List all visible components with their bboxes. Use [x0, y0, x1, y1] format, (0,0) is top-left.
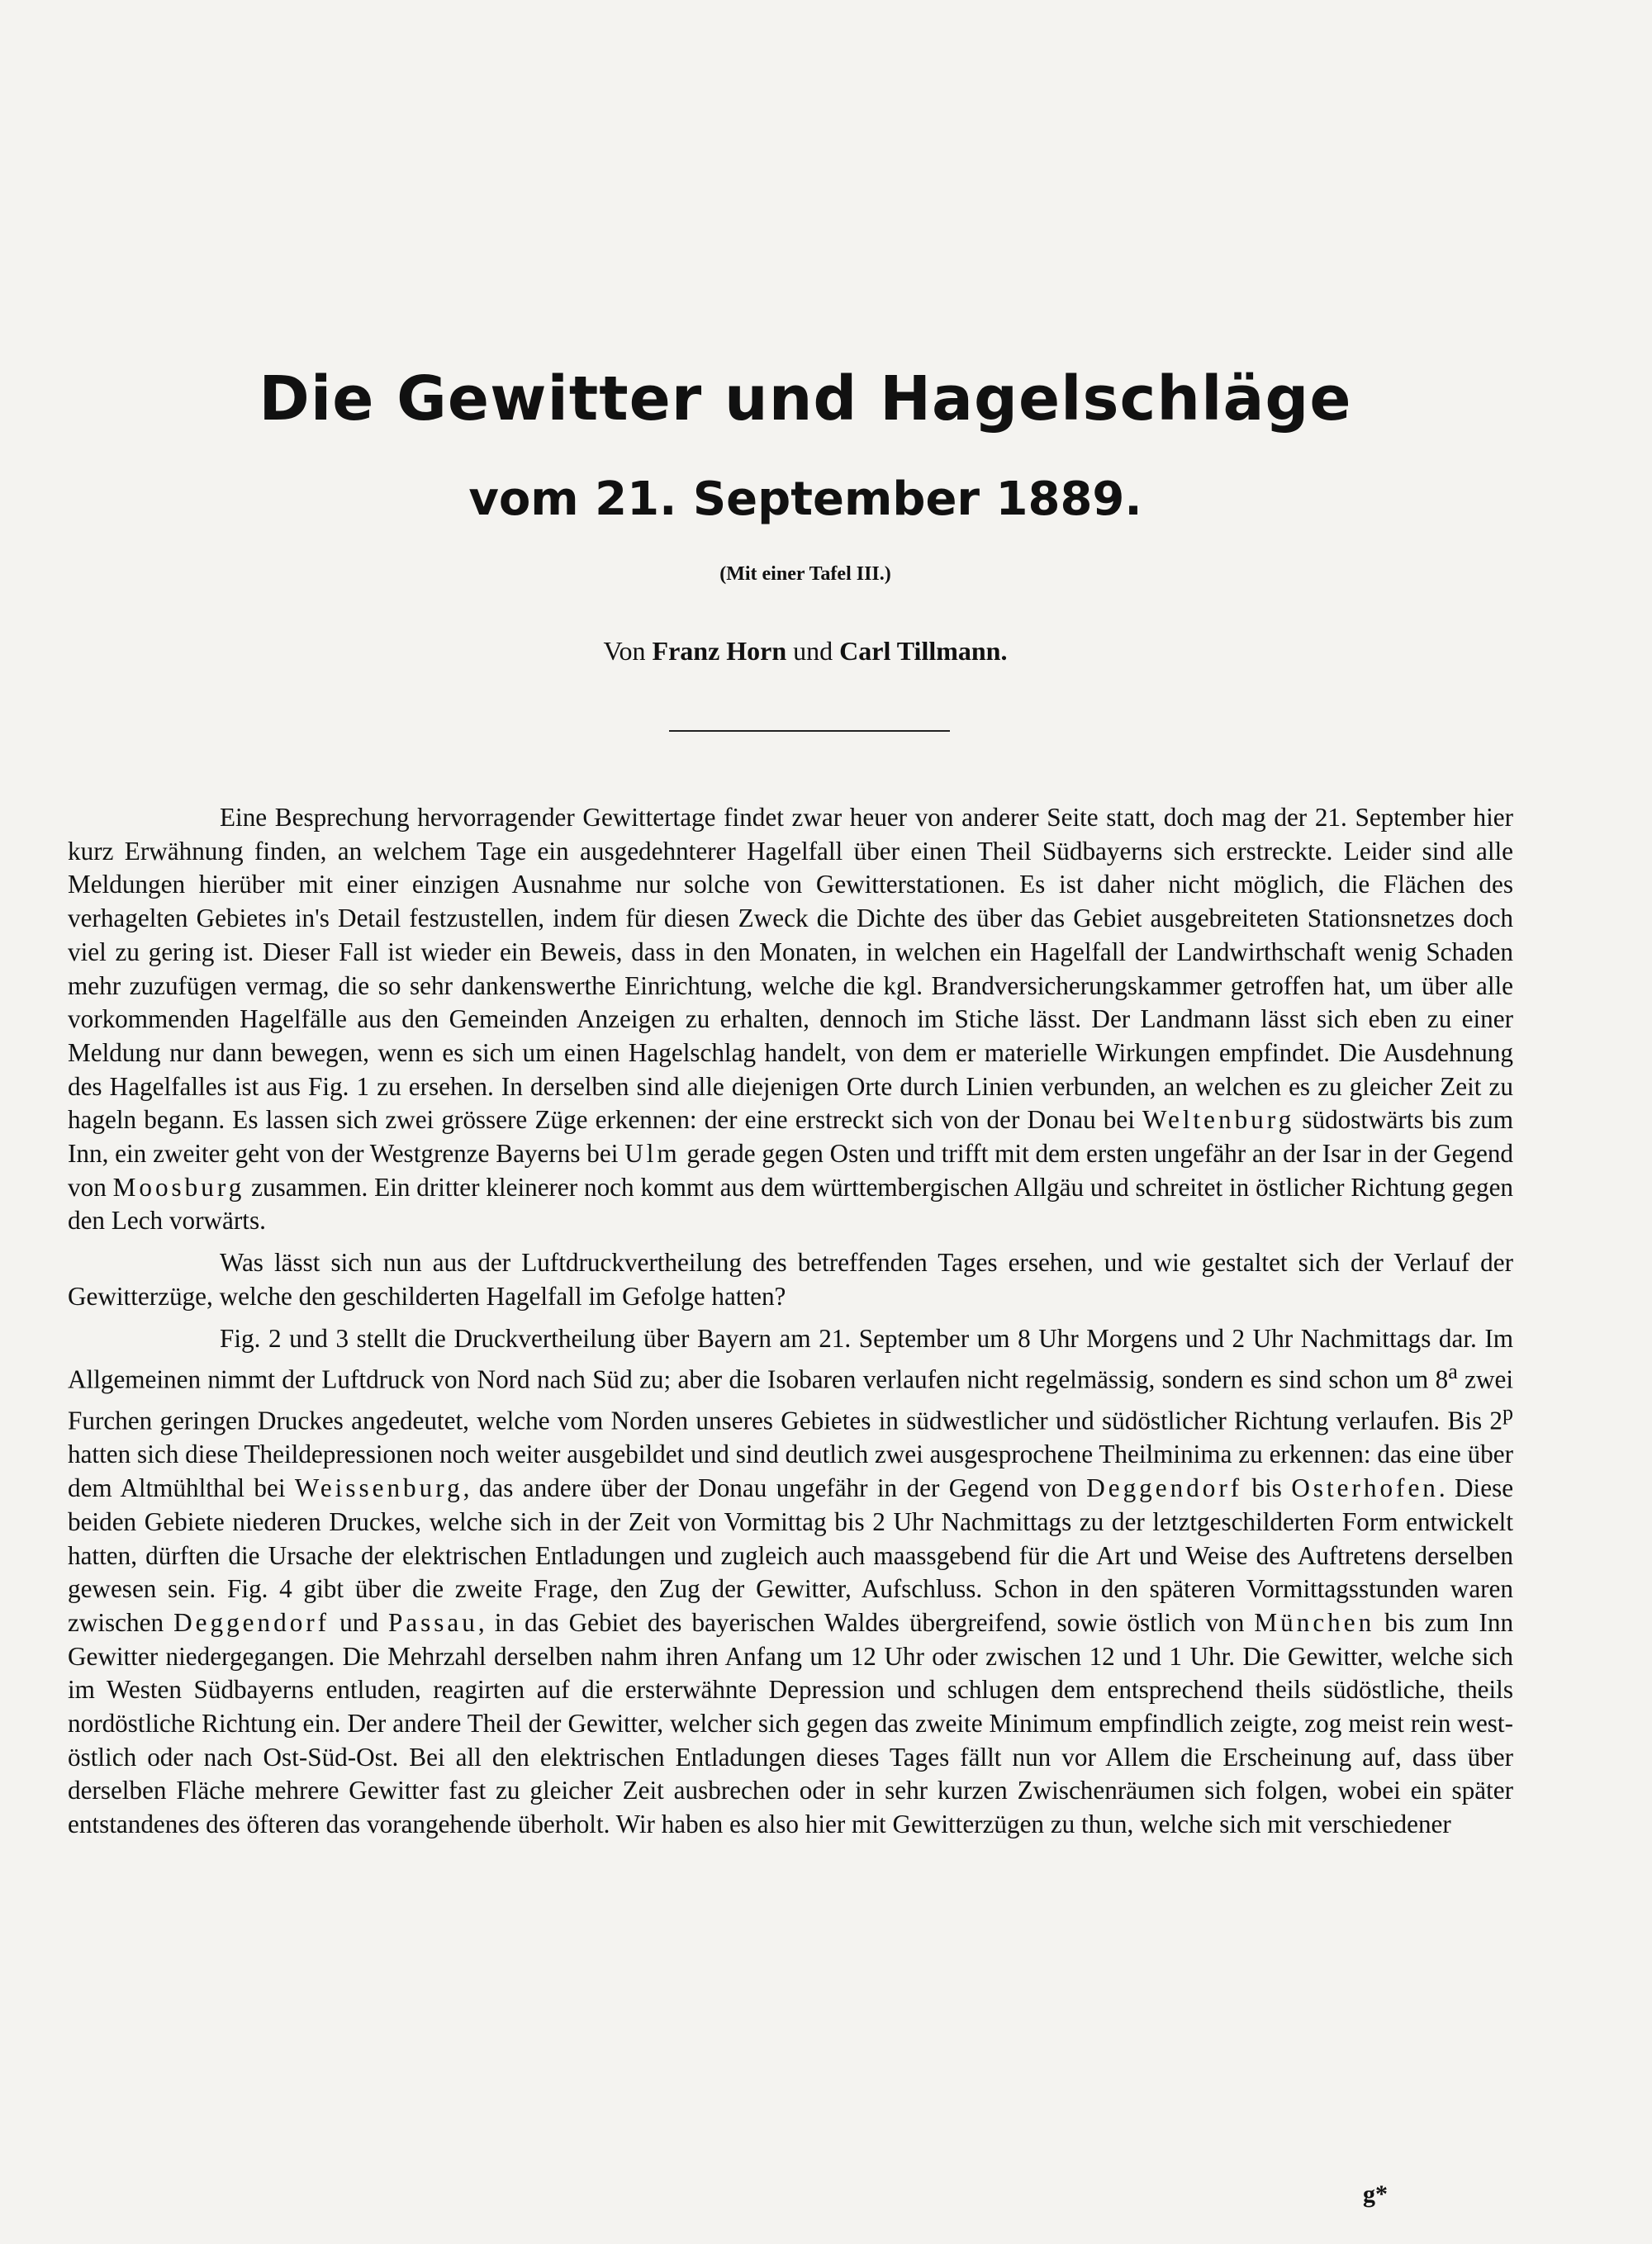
place-name: Deggendorf: [173, 1607, 330, 1637]
plate-note: (Mit einer Tafel III.): [719, 563, 891, 585]
paragraph: [68, 801, 1513, 1238]
place-name: Osterhofen: [1291, 1473, 1439, 1503]
signature-mark: g*: [1363, 2180, 1388, 2208]
text-run: , das andere über der Donau ungefähr in der Gegend von: [463, 1473, 1077, 1503]
place-name: Ulm: [624, 1139, 681, 1169]
text-run: bis zum Inn Gewitter niedergegangen. Die Mehrzahl derselben nahm ihren Anfang um 12 Uhr oder zwischen 12 und 1 Uhr. Die Gewitter, welche sich im Westen Südbayerns entluden, reagirten auf die ersterwähnte Depression und schlugen dem entsprechend theils südöstliche, theils nordöstliche Richtung ein. Der andere Theil der Gewitter, welcher sich gegen das zweite Minimum empfindlich zeigte, zog meist rein west-östlich oder nach Ost-Süd-Ost. Bei all den elektrischen Entladungen dieses Tages fällt nun vor Allem die Erscheinung auf, dass über derselben Fläche mehrere Gewitter fast zu gleicher Zeit ausbrechen oder in sehr kurzen Zwischenräumen sich folgen, wobei ein später entstandenes des öfteren das vorangehende überholt. Wir haben es also hier mit Gewitterzügen zu thun, welche sich mit verschiedener: [68, 1607, 1514, 1839]
text-run: und: [339, 1607, 378, 1637]
place-name: Moosburg: [112, 1172, 245, 1202]
text-run: Eine Besprechung hervorragender Gewittertage findet zwar heuer von anderer Seite statt, doch mag der 21. September hier kurz Erwähnung finden, an welchem Tage ein ausgedehnterer Hagelfall über einen Theil Südbayerns sich erstreckte. Leider sind alle Meldungen hierüber mit einer einzigen Ausnahme nur solche von Gewitterstationen. Es ist daher nicht möglich, die Flächen des verhagelten Gebietes in's Detail festzustellen, indem für diesen Zweck die Dichte des über das Gebiet ausgebreiteten Stationsnetzes doch viel zu gering ist. Dieser Fall ist wieder ein Beweis, dass in den Monaten, in welchen ein Hagelfall der Landwirthschaft wenig Schaden mehr zuzufügen vermag, die so sehr dankenswerthe Einrichtung, welche die kgl. Brandversicherungskammer getroffen hat, um über alle vorkommenden Hagelfälle aus den Gemeinden Anzeigen zu erhalten, dennoch im Stiche lässt. Der Landmann lässt sich eben zu einer Meldung nur dann bewegen, wenn es sich um einen Hagelschlag handelt, von dem er materielle Wirkungen empfindet. Die Ausdehnung des Hagelfalles ist aus Fig. 1 zu ersehen. In derselben sind alle diejenigen Orte durch Linien verbunden, an welchen es zu gleicher Zeit zu hageln begann. Es lassen sich zwei grössere Züge erkennen: der eine erstreckt sich von der Donau bei: [68, 803, 1513, 1135]
article-title: Die Gewitter und Hagelschläge: [259, 363, 1352, 434]
text-run: hatten sich diese Theildepressionen noch weiter ausgebildet und sind deutlich zwei ausgesprochene Theilminima zu erkennen: das eine über dem Altmühlthal bei: [68, 1440, 1513, 1503]
place-name: Weissenburg: [294, 1473, 463, 1503]
text-run: bis: [1251, 1473, 1282, 1503]
author-name: Carl Tillmann.: [839, 636, 1008, 666]
article-subtitle: vom 21. September 1889.: [468, 472, 1142, 526]
article-body: [68, 801, 1513, 1842]
place-name: Weltenburg: [1142, 1105, 1295, 1135]
authors-prefix: Von: [603, 636, 646, 666]
author-line: [0, 636, 1611, 667]
place-name: Passau: [387, 1607, 478, 1637]
text-run: gerade gegen Osten und trifft mit dem ersten ungefähr an der Isar in der Gegend von: [68, 1139, 1514, 1202]
text-run: . Diese beiden Gebiete niederen Druckes, welche sich in der Zeit von Vormittag bis 2 Uhr Nachmittags zu der letztgeschilderten Form entwickelt hatten, dürften die Ursache der elektrischen Entladungen und zugleich auch maassgebend für die Art und Weise des Auftretens derselben gewesen sein. Fig. 4 gibt über die zweite Frage, den Zug der Gewitter, Aufschluss. Schon in den späteren Vormittagsstunden waren zwischen: [68, 1473, 1514, 1637]
title-divider: [669, 730, 950, 732]
author-name: Franz Horn: [652, 636, 787, 666]
superscript: a: [1448, 1359, 1458, 1384]
text-run: zusammen. Ein dritter kleinerer noch kommt aus dem württembergischen Allgäu und schreitet in östlicher Richtung gegen den Lech vorwärts.: [68, 1172, 1514, 1236]
superscript: p: [1502, 1401, 1513, 1426]
text-run: südostwärts bis zum Inn, ein zweiter geht von der Westgrenze Bayerns bei: [68, 1105, 1513, 1169]
place-name: Deggendorf: [1086, 1473, 1243, 1503]
place-name: München: [1254, 1607, 1375, 1637]
paragraph: Was lässt sich nun aus der Luftdruckvertheilung des betreffenden Tages ersehen, und wie gestaltet sich der Verlauf der Gewitterzüge, welche den geschilderten Hagelfall im Gefolge hatten?: [68, 1248, 1513, 1311]
text-run: zwei Furchen geringen Druckes angedeutet, welche vom Norden unseres Gebietes in südwestlicher und südöstlicher Richtung verlaufen. Bis 2: [68, 1364, 1513, 1435]
paragraph: [68, 1322, 1513, 1842]
text-run: , in das Gebiet des bayerischen Waldes übergreifend, sowie östlich von: [477, 1607, 1245, 1637]
authors-conjunction: und: [793, 636, 833, 666]
text-run: Fig. 2 und 3 stellt die Druckvertheilung über Bayern am 21. September um 8 Uhr Morgens und 2 Uhr Nachmittags dar. Im Allgemeinen nimmt der Luftdruck von Nord nach Süd zu; aber die Isobaren verlaufen nicht regelmässig, sondern es sind schon um 8: [68, 1323, 1513, 1394]
